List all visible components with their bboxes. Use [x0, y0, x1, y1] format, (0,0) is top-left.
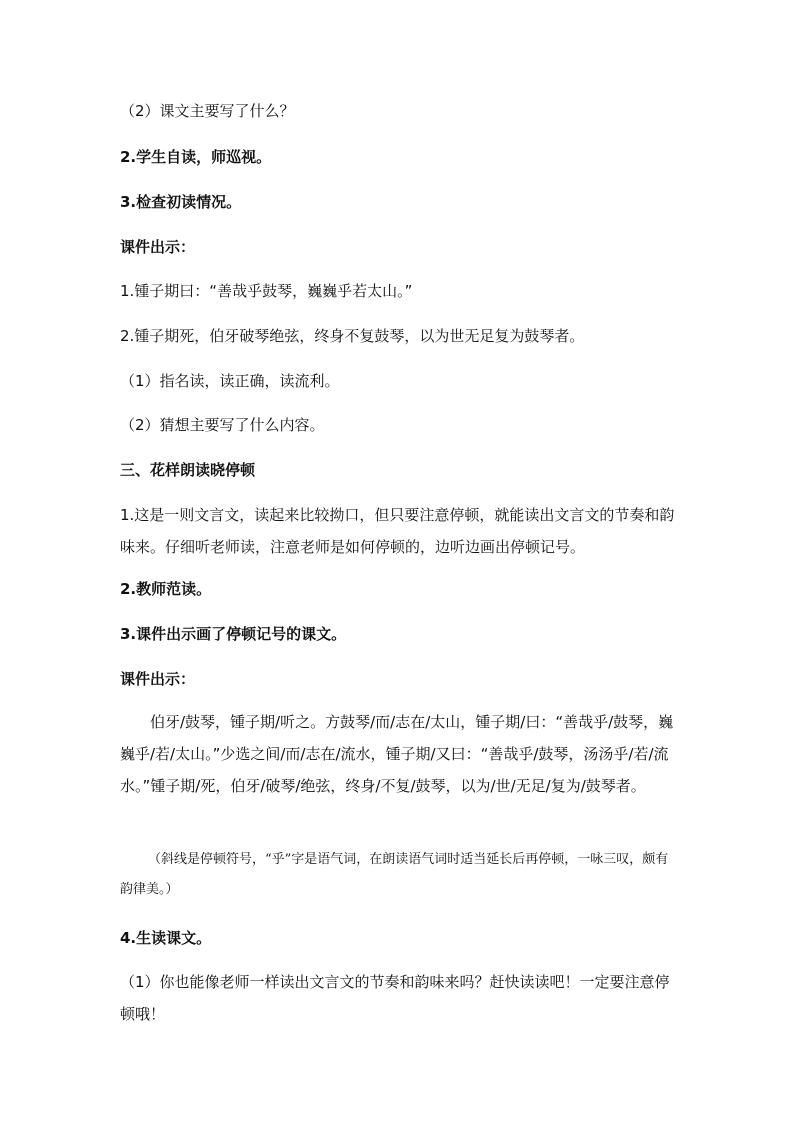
- courseware-item-1: 1.锺子期曰：“善哉乎鼓琴，巍巍乎若太山。”: [120, 282, 413, 300]
- courseware-label-2: 课件出示：: [120, 670, 196, 688]
- step-2-heading: 2.学生自读，师巡视。: [120, 148, 272, 166]
- step-4-heading: 4.生读课文。: [120, 929, 212, 947]
- question-final: （1）你也能像老师一样读出文言文的节奏和韵味来吗？赶快读读吧！一定要注意停顿哦！: [120, 973, 670, 1023]
- sub-item-1: （1）指名读，读正确，读流利。: [120, 372, 340, 390]
- marked-text-passage: 伯牙/鼓琴，锺子期/听之。方鼓琴/而/志在/太山，锺子期/曰：“善哉乎/鼓琴，巍巍乎/若/太山。”少选之间/而/志在/流水，锺子期/又曰：“善哉乎/鼓琴，汤汤乎/若/流水。”锺子期/死，伯牙/破琴/绝弦，终身/不复/鼓琴，以为/世/无足/复为/鼓琴者。: [120, 713, 674, 795]
- sub-item-2: （2）猜想主要写了什么内容。: [120, 416, 325, 434]
- courseware-item-2: 2.锺子期死，伯牙破琴绝弦，终身不复鼓琴，以为世无足复为鼓琴者。: [120, 327, 585, 345]
- step-teacher-reading: 2.教师范读。: [120, 580, 212, 598]
- paragraph-instruction: 1.这是一则文言文，读起来比较拗口，但只要注意停顿，就能读出文言文的节奏和韵味来。仔细听老师读，注意老师是如何停顿的，边听边画出停顿记号。: [120, 506, 675, 556]
- question-2: （2）课文主要写了什么？: [120, 102, 295, 120]
- pause-note: （斜线是停顿符号，“乎”字是语气词，在朗读语气词时适当延长后再停顿，一咏三叹，颇有韵律美。）: [120, 852, 669, 897]
- section-3-heading: 三、花样朗读晓停顿: [120, 461, 256, 479]
- courseware-label-1: 课件出示：: [120, 238, 196, 256]
- step-3-heading: 3.检查初读情况。: [120, 193, 242, 211]
- step-courseware-text: 3.课件出示画了停顿记号的课文。: [120, 625, 347, 643]
